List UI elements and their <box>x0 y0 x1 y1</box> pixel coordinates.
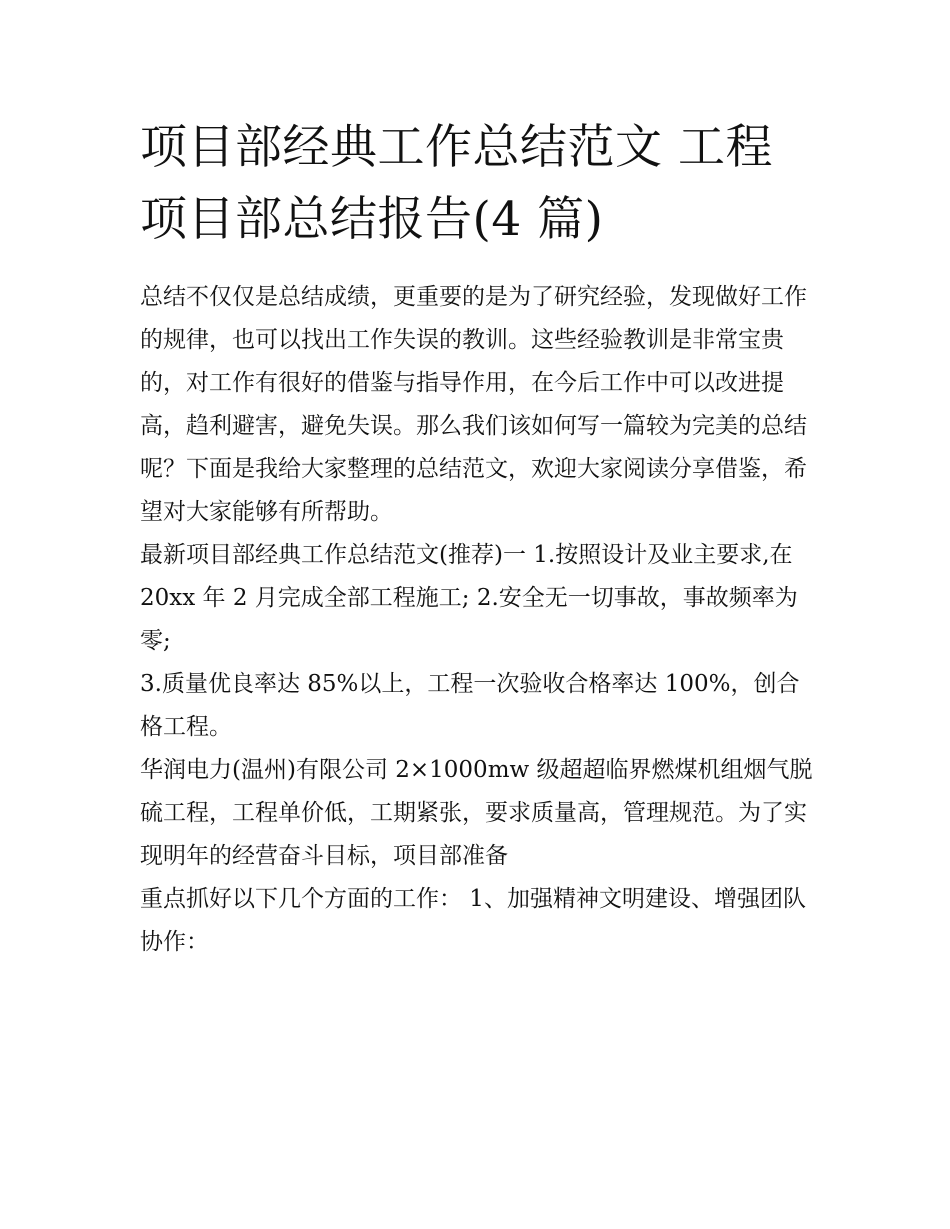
document-page <box>140 112 820 964</box>
focus-paragraph: 重点抓好以下几个方面的工作： 1、加强精神文明建设、增强团队协作： <box>140 886 806 955</box>
document-title: 项目部经典工作总结范文 工程项目部总结报告(4 篇) <box>140 120 773 247</box>
intro-paragraph: 总结不仅仅是总结成绩，更重要的是为了研究经验，发现做好工作的规律，也可以找出工作失误的教训。这些经验教训是非常宝贵的，对工作有很好的借鉴与指导作用，在今后工作中可以改进提高，趋利避害，避免失误。那么我们该如何写一篇较为完美的总结呢？下面是我给大家整理的总结范文，欢迎大家阅读分享借鉴，希望对大家能够有所帮助。 <box>140 284 807 525</box>
quality-paragraph: 3.质量优良率达 85%以上，工程一次验收合格率达 100%，创合格工程。 <box>140 671 800 740</box>
project-paragraph: 华润电力(温州)有限公司 2×1000mw 级超超临界燃煤机组烟气脱硫工程，工程单价低，工期紧张，要求质量高，管理规范。为了实现明年的经营奋斗目标，项目部准备 <box>140 757 813 869</box>
goals-paragraph: 最新项目部经典工作总结范文(推荐)一 1.按照设计及业主要求,在 20xx 年 2 月完成全部工程施工; 2.安全无一切事故，事故频率为零; <box>140 542 798 654</box>
